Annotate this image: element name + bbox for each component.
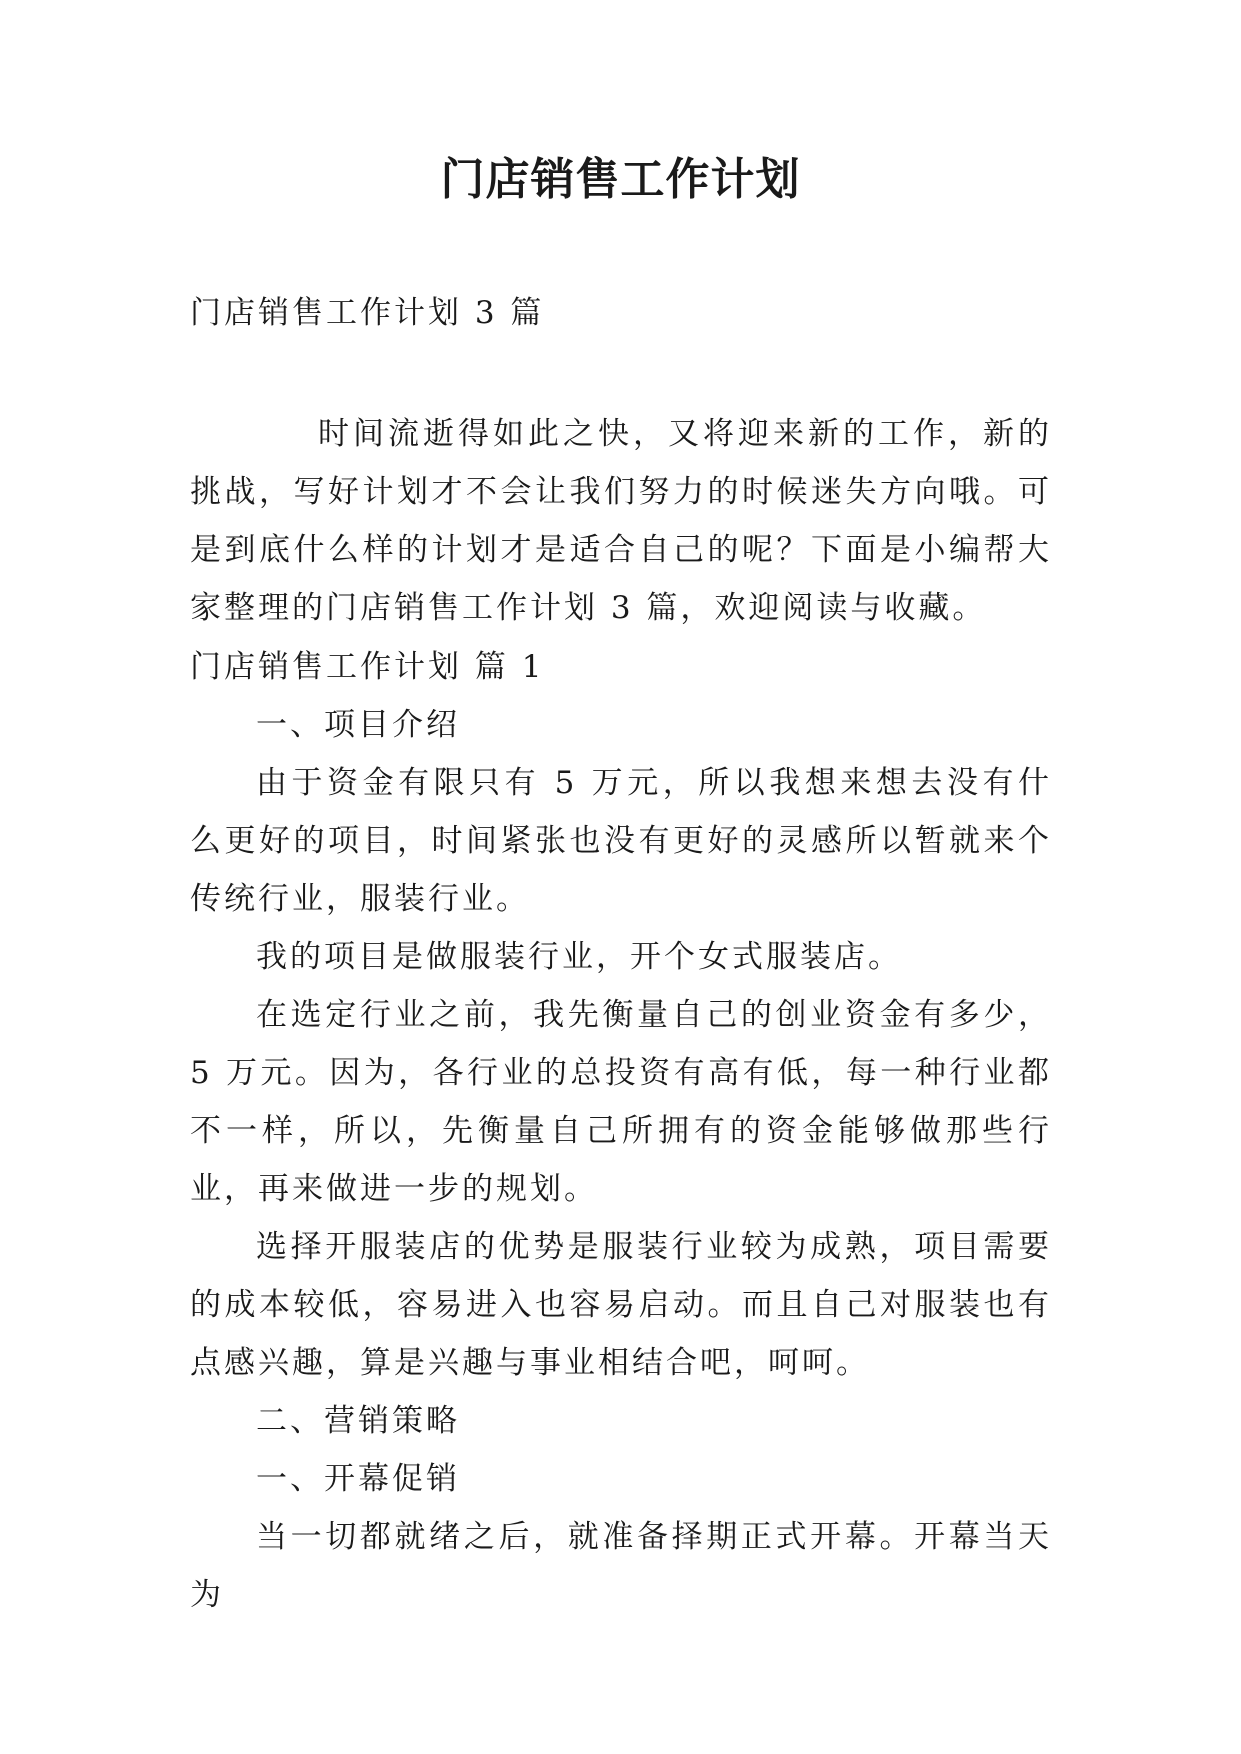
body-paragraph: 选择开服装店的优势是服装行业较为成熟，项目需要的成本较低，容易进入也容易启动。而且自己对服装也有点感兴趣，算是兴趣与事业相结合吧，呵呵。: [190, 1229, 1052, 1381]
subsection-heading: 二、营销策略: [256, 1403, 460, 1439]
body-paragraph: 当一切都就绪之后，就准备择期正式开幕。开幕当天为: [190, 1519, 1052, 1613]
section-heading: 门店销售工作计划 篇 1: [190, 649, 545, 685]
body-paragraph: 在选定行业之前，我先衡量自己的创业资金有多少，5 万元。因为，各行业的总投资有高有低，每一种行业都不一样，所以，先衡量自己所拥有的资金能够做那些行业，再来做进一步的规划。: [190, 997, 1052, 1207]
document-body: [190, 638, 1052, 1624]
document-title: 门店销售工作计划: [440, 154, 801, 205]
intro-paragraph: 时间流逝得如此之快，又将迎来新的工作，新的挑战，写好计划才不会让我们努力的时候迷失方向哦。可是到底什么样的计划才是适合自己的呢？下面是小编帮大家整理的门店销售工作计划 3 篇，欢迎阅读与收藏。: [190, 416, 1052, 626]
body-paragraph: 我的项目是做服装行业，开个女式服装店。: [256, 939, 902, 975]
subsection-heading: 一、项目介绍: [256, 707, 460, 743]
body-paragraph: 由于资金有限只有 5 万元，所以我想来想去没有什么更好的项目，时间紧张也没有更好的灵感所以暂就来个传统行业，服装行业。: [190, 765, 1052, 917]
document-subtitle: 门店销售工作计划 3 篇: [190, 295, 545, 331]
subsection-heading: 一、开幕促销: [256, 1461, 460, 1497]
